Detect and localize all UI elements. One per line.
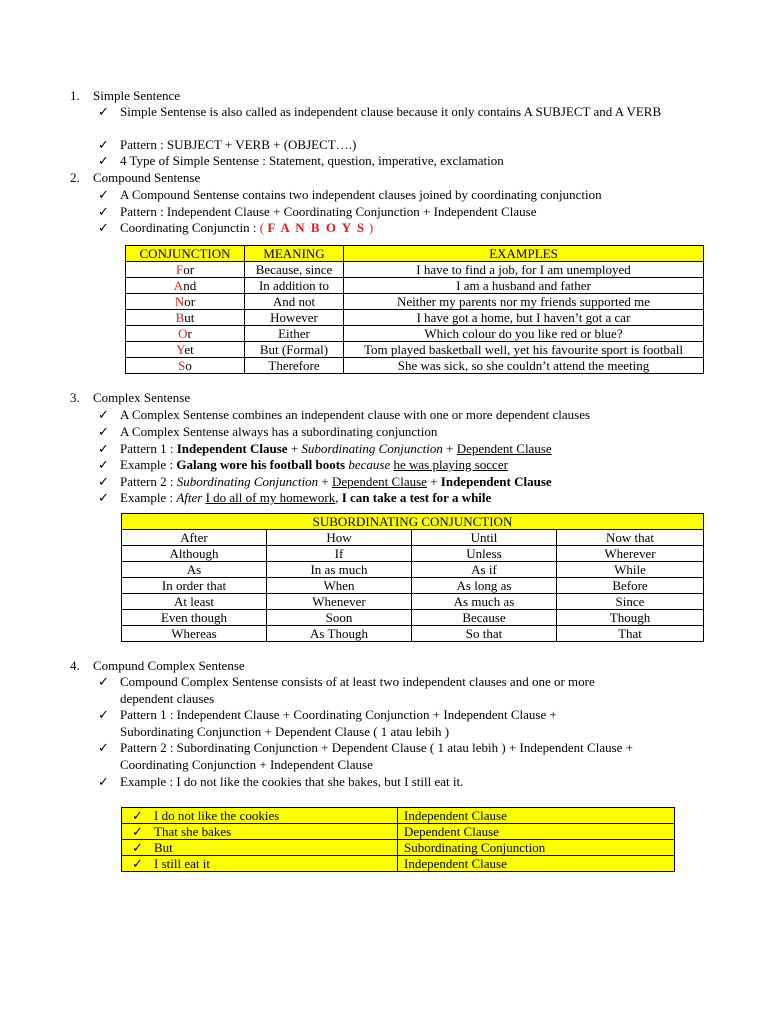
conjunction-cell xyxy=(126,326,245,342)
table-row xyxy=(122,824,675,840)
conjunction-cell xyxy=(126,294,245,310)
table-row xyxy=(122,562,704,578)
checkmark-icon: ✓ xyxy=(132,824,143,839)
table-cell: Though xyxy=(557,610,704,626)
clause-part: I do not like the cookies xyxy=(154,808,280,823)
table-cell: Wherever xyxy=(557,546,704,562)
section-heading xyxy=(70,658,245,674)
table-cell: Whenever xyxy=(267,594,412,610)
checkmark-icon: ✓ xyxy=(98,153,109,168)
table-header-row xyxy=(126,246,704,262)
table-cell: As much as xyxy=(412,594,557,610)
example-part: After xyxy=(176,490,203,505)
example-part: I do all of my homework xyxy=(205,490,336,505)
meaning-cell: However xyxy=(245,310,344,326)
table-row xyxy=(126,294,704,310)
section-title: Compound Sentense xyxy=(93,170,201,185)
example-part: Galang wore his football boots xyxy=(176,457,346,472)
conjunction-initial: Y xyxy=(176,342,185,357)
conjunction-initial: O xyxy=(178,326,188,341)
table-row xyxy=(122,546,704,562)
table-cell: Whereas xyxy=(122,626,267,642)
table-cell: Since xyxy=(557,594,704,610)
conjunction-rest: or xyxy=(184,294,196,309)
pattern-label: Pattern 2 : xyxy=(120,474,177,489)
table-header-row xyxy=(122,514,704,530)
section-number: 4. xyxy=(70,658,80,673)
table-row xyxy=(126,326,704,342)
section-heading xyxy=(70,170,200,186)
table-cell: Even though xyxy=(122,610,267,626)
table-cell: While xyxy=(557,562,704,578)
conjunction-cell xyxy=(126,310,245,326)
bullet-text: 4 Type of Simple Sentense : Statement, question, imperative, exclamation xyxy=(120,153,504,168)
conjunction-initial: N xyxy=(174,294,185,309)
pattern-part: Independent Clause xyxy=(440,474,552,489)
table-cell: Until xyxy=(412,530,557,546)
bullet-item xyxy=(98,740,688,774)
bullet-text: Pattern : SUBJECT + VERB + (OBJECT….) xyxy=(120,137,357,152)
bullet-item xyxy=(98,674,688,708)
clause-part: That she bakes xyxy=(154,824,232,839)
checkmark-icon: ✓ xyxy=(98,104,109,119)
clause-part: But xyxy=(154,840,173,855)
table-cell: If xyxy=(267,546,412,562)
subordinating-conjunction-table xyxy=(121,513,704,642)
fanboys-prefix: Coordinating Conjunctin : xyxy=(120,220,260,235)
plus-sign: + xyxy=(318,474,332,489)
meaning-cell: And not xyxy=(245,294,344,310)
example-part: because xyxy=(348,457,391,472)
bullet-text xyxy=(120,474,690,491)
table-row xyxy=(126,358,704,374)
example-label: Example : xyxy=(120,457,177,472)
meaning-cell: Either xyxy=(245,326,344,342)
table-row xyxy=(126,342,704,358)
checkmark-icon: ✓ xyxy=(98,407,109,422)
table-cell: Soon xyxy=(267,610,412,626)
clause-part-cell xyxy=(122,808,398,824)
bullet-text: A Compound Sentense contains two independent clauses joined by coordinating conjunction xyxy=(120,187,602,202)
table-cell: That xyxy=(557,626,704,642)
bullet-text: Compound Complex Sentense consists of at least two independent clauses and one or more dependent clauses xyxy=(120,674,595,706)
conjunction-initial: A xyxy=(173,278,184,293)
table-cell: Because xyxy=(412,610,557,626)
bullet-text: Example : I do not like the cookies that she bakes, but I still eat it. xyxy=(120,774,464,789)
section-title: Complex Sentense xyxy=(93,390,191,405)
fanboys-close: ) xyxy=(365,220,374,235)
clause-part-cell xyxy=(122,840,398,856)
conjunction-rest: o xyxy=(185,358,192,373)
checkmark-icon: ✓ xyxy=(98,674,109,689)
table-row xyxy=(122,808,675,824)
checkmark-icon: ✓ xyxy=(98,424,109,439)
plus-sign: + xyxy=(442,441,457,456)
table-row xyxy=(122,578,704,594)
conjunction-rest: nd xyxy=(183,278,197,293)
clause-breakdown-table xyxy=(121,807,675,872)
bullet-text: Pattern 2 : Subordinating Conjunction + Dependent Clause ( 1 atau lebih ) + Independent Clause + Coordinating Conjunction + Independent Clause xyxy=(120,740,633,772)
bullet-text: Pattern : Independent Clause + Coordinating Conjunction + Independent Clause xyxy=(120,204,537,219)
bullet-text xyxy=(120,457,690,474)
table-cell: How xyxy=(267,530,412,546)
bullet-text: A Complex Sentense combines an independent clause with one or more dependent clauses xyxy=(120,407,591,422)
example-cell: I am a husband and father xyxy=(344,278,704,294)
pattern-part: Independent Clause xyxy=(176,441,288,456)
table-cell: At least xyxy=(122,594,267,610)
table-cell: After xyxy=(122,530,267,546)
example-cell: I have got a home, but I haven’t got a car xyxy=(344,310,704,326)
table-cell: As long as xyxy=(412,578,557,594)
conjunction-initial: F xyxy=(175,262,184,277)
table-row xyxy=(122,840,675,856)
section-title: Compund Complex Sentense xyxy=(93,658,245,673)
conjunction-rest: ut xyxy=(184,310,195,325)
fanboys-word: F A N B O Y S xyxy=(267,220,366,235)
clause-part: I still eat it xyxy=(154,856,210,871)
plus-sign: + xyxy=(426,474,441,489)
clause-type-cell: Independent Clause xyxy=(398,808,675,824)
checkmark-icon: ✓ xyxy=(98,187,109,202)
table-cell: Before xyxy=(557,578,704,594)
checkmark-icon: ✓ xyxy=(132,840,143,855)
checkmark-icon: ✓ xyxy=(98,204,109,219)
table-row xyxy=(126,278,704,294)
bullet-item xyxy=(98,707,688,741)
clause-type-cell: Dependent Clause xyxy=(398,824,675,840)
conjunction-cell xyxy=(126,342,245,358)
example-part: he was playing soccer xyxy=(393,457,508,472)
pattern-part: Subordinating Conjunction xyxy=(301,441,443,456)
example-label: Example : xyxy=(120,490,177,505)
example-cell: I have to find a job, for I am unemployed xyxy=(344,262,704,278)
bullet-text: Pattern 1 : Independent Clause + Coordinating Conjunction + Independent Clause + Subordinating Conjunction + Dependent Clause ( 1 atau lebih ) xyxy=(120,707,557,739)
checkmark-icon: ✓ xyxy=(98,457,109,472)
clause-part-cell xyxy=(122,824,398,840)
pattern-part: Subordinating Conjunction xyxy=(176,474,319,489)
table-cell: So that xyxy=(412,626,557,642)
table-cell: In as much xyxy=(267,562,412,578)
comma: , xyxy=(335,490,342,505)
checkmark-icon: ✓ xyxy=(98,774,109,789)
table-row xyxy=(126,262,704,278)
checkmark-icon: ✓ xyxy=(98,220,109,235)
table-cell: As xyxy=(122,562,267,578)
pattern-part: Dependent Clause xyxy=(331,474,427,489)
conjunction-cell xyxy=(126,278,245,294)
checkmark-icon: ✓ xyxy=(98,441,109,456)
table-row xyxy=(122,530,704,546)
section-title: Simple Sentence xyxy=(93,88,181,103)
example-cell: Tom played basketball well, yet his favourite sport is football xyxy=(344,342,704,358)
meaning-cell: Therefore xyxy=(245,358,344,374)
clause-part-cell xyxy=(122,856,398,872)
conjunction-rest: or xyxy=(183,262,195,277)
table-row xyxy=(122,610,704,626)
checkmark-icon: ✓ xyxy=(132,808,143,823)
table-header: CONJUNCTION xyxy=(126,246,245,262)
table-cell: In order that xyxy=(122,578,267,594)
table-cell: Although xyxy=(122,546,267,562)
table-row xyxy=(122,856,675,872)
example-cell: She was sick, so she couldn’t attend the meeting xyxy=(344,358,704,374)
table-cell: Unless xyxy=(412,546,557,562)
clause-type-cell: Subordinating Conjunction xyxy=(398,840,675,856)
table-cell: Now that xyxy=(557,530,704,546)
conjunction-cell xyxy=(126,358,245,374)
bullet-text: Simple Sentense is also called as independent clause because it only contains A SUBJECT and A VERB xyxy=(120,104,662,119)
table-row xyxy=(122,626,704,642)
bullet-text xyxy=(120,490,690,507)
example-part: I can take a test for a while xyxy=(341,490,492,505)
bullet-text xyxy=(120,220,690,237)
checkmark-icon: ✓ xyxy=(98,490,109,505)
table-cell: As if xyxy=(412,562,557,578)
table-header: MEANING xyxy=(245,246,344,262)
conjunction-rest: r xyxy=(187,326,192,341)
table-row xyxy=(122,594,704,610)
bullet-text: A Complex Sentense always has a subordinating conjunction xyxy=(120,424,438,439)
checkmark-icon: ✓ xyxy=(98,740,109,755)
pattern-part: Dependent Clause xyxy=(456,441,552,456)
table-row xyxy=(126,310,704,326)
table-cell: When xyxy=(267,578,412,594)
conjunction-cell xyxy=(126,262,245,278)
checkmark-icon: ✓ xyxy=(98,137,109,152)
section-number: 2. xyxy=(70,170,80,185)
pattern-label: Pattern 1 : xyxy=(120,441,177,456)
conjunction-initial: B xyxy=(175,310,185,325)
table-header: EXAMPLES xyxy=(344,246,704,262)
section-heading xyxy=(70,88,180,104)
conjunction-initial: S xyxy=(178,358,186,373)
section-number: 3. xyxy=(70,390,80,405)
meaning-cell: In addition to xyxy=(245,278,344,294)
example-cell: Which colour do you like red or blue? xyxy=(344,326,704,342)
table-cell: As Though xyxy=(267,626,412,642)
clause-type-cell: Independent Clause xyxy=(398,856,675,872)
meaning-cell: But (Formal) xyxy=(245,342,344,358)
checkmark-icon: ✓ xyxy=(132,856,143,871)
bullet-item xyxy=(98,104,688,138)
conjunction-rest: et xyxy=(184,342,194,357)
checkmark-icon: ✓ xyxy=(98,707,109,722)
plus-sign: + xyxy=(287,441,302,456)
checkmark-icon: ✓ xyxy=(98,474,109,489)
bullet-text xyxy=(120,441,690,458)
section-heading xyxy=(70,390,190,406)
example-cell: Neither my parents nor my friends supported me xyxy=(344,294,704,310)
coordinating-conjunction-table xyxy=(125,245,704,374)
fanboys-open: ( xyxy=(259,220,268,235)
section-number: 1. xyxy=(70,88,80,103)
table-header: SUBORDINATING CONJUNCTION xyxy=(122,514,704,530)
meaning-cell: Because, since xyxy=(245,262,344,278)
